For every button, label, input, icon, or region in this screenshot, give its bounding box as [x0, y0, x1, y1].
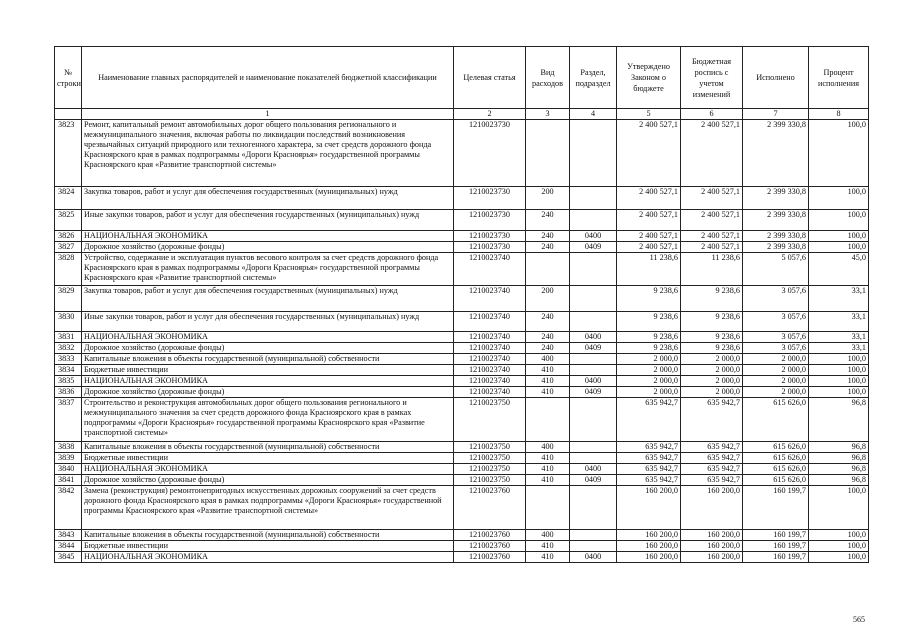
table-row: [55, 253, 869, 286]
table-row: [55, 354, 869, 365]
row-target-article: 1210023730: [454, 120, 526, 187]
row-number: 3831: [55, 332, 82, 343]
row-executed: 2 000,0: [743, 387, 809, 398]
row-percent: 100,0: [809, 541, 869, 552]
row-number: 3835: [55, 376, 82, 387]
row-approved: 160 200,0: [617, 541, 681, 552]
row-revised: 635 942,7: [681, 464, 743, 475]
row-percent: 100,0: [809, 486, 869, 530]
row-name: Капитальные вложения в объекты государственной (муниципальной) собственности: [82, 354, 454, 365]
row-executed: 615 626,0: [743, 453, 809, 464]
row-expense-type: 240: [526, 242, 570, 253]
row-executed: 615 626,0: [743, 475, 809, 486]
row-target-article: 1210023740: [454, 376, 526, 387]
row-expense-type: [526, 253, 570, 286]
row-section: 0400: [570, 376, 617, 387]
row-revised: 635 942,7: [681, 442, 743, 453]
row-expense-type: 410: [526, 464, 570, 475]
row-number: 3836: [55, 387, 82, 398]
row-target-article: 1210023730: [454, 242, 526, 253]
row-revised: 11 238,6: [681, 253, 743, 286]
row-expense-type: 410: [526, 475, 570, 486]
row-expense-type: 410: [526, 552, 570, 563]
row-expense-type: 200: [526, 187, 570, 210]
table-row: [55, 530, 869, 541]
row-number: 3824: [55, 187, 82, 210]
row-section: [570, 365, 617, 376]
row-section: 0400: [570, 552, 617, 563]
row-number: 3843: [55, 530, 82, 541]
table-row: [55, 312, 869, 332]
row-section: [570, 486, 617, 530]
row-number: 3829: [55, 286, 82, 312]
row-section: [570, 453, 617, 464]
row-name: Капитальные вложения в объекты государственной (муниципальной) собственности: [82, 530, 454, 541]
row-revised: 2 400 527,1: [681, 231, 743, 242]
row-name: Дорожное хозяйство (дорожные фонды): [82, 475, 454, 486]
row-name: Иные закупки товаров, работ и услуг для обеспечения государственных (муниципальных) нужд: [82, 210, 454, 231]
row-target-article: 1210023750: [454, 464, 526, 475]
row-expense-type: [526, 120, 570, 187]
row-section: [570, 120, 617, 187]
row-target-article: 1210023740: [454, 387, 526, 398]
row-percent: 96,8: [809, 475, 869, 486]
row-section: [570, 541, 617, 552]
row-expense-type: 410: [526, 365, 570, 376]
row-number: 3832: [55, 343, 82, 354]
row-number: 3830: [55, 312, 82, 332]
row-approved: 160 200,0: [617, 552, 681, 563]
row-executed: 2 399 330,8: [743, 242, 809, 253]
row-approved: 2 400 527,1: [617, 242, 681, 253]
row-name: Закупка товаров, работ и услуг для обеспечения государственных (муниципальных) нужд: [82, 286, 454, 312]
row-revised: 635 942,7: [681, 453, 743, 464]
row-expense-type: 410: [526, 387, 570, 398]
row-executed: 3 057,6: [743, 332, 809, 343]
row-revised: 160 200,0: [681, 530, 743, 541]
row-approved: 635 942,7: [617, 475, 681, 486]
row-percent: 96,8: [809, 442, 869, 453]
table-row: [55, 365, 869, 376]
row-section: 0400: [570, 231, 617, 242]
row-revised: 9 238,6: [681, 343, 743, 354]
row-name: НАЦИОНАЛЬНАЯ ЭКОНОМИКА: [82, 376, 454, 387]
row-number: 3828: [55, 253, 82, 286]
row-name: Дорожное хозяйство (дорожные фонды): [82, 387, 454, 398]
row-approved: 2 000,0: [617, 387, 681, 398]
table-row: [55, 453, 869, 464]
table-row: [55, 475, 869, 486]
column-number: 1: [82, 109, 454, 120]
row-percent: 100,0: [809, 365, 869, 376]
row-expense-type: 400: [526, 530, 570, 541]
row-percent: 100,0: [809, 187, 869, 210]
row-percent: 100,0: [809, 530, 869, 541]
row-percent: 33,1: [809, 312, 869, 332]
row-name: Бюджетные инвестиции: [82, 453, 454, 464]
row-section: 0409: [570, 242, 617, 253]
header-target-article: Целевая статья: [454, 47, 526, 109]
column-numbers-row: [55, 109, 869, 120]
row-revised: 160 200,0: [681, 541, 743, 552]
column-number: 7: [743, 109, 809, 120]
row-number: 3842: [55, 486, 82, 530]
row-approved: 635 942,7: [617, 464, 681, 475]
row-executed: 2 000,0: [743, 376, 809, 387]
table-row: [55, 398, 869, 442]
row-percent: 33,1: [809, 343, 869, 354]
page-number: 565: [853, 615, 865, 624]
row-approved: 160 200,0: [617, 486, 681, 530]
header-row: [55, 47, 869, 109]
row-number: 3845: [55, 552, 82, 563]
row-number: 3839: [55, 453, 82, 464]
table-row: [55, 286, 869, 312]
row-approved: 635 942,7: [617, 453, 681, 464]
row-section: 0409: [570, 475, 617, 486]
row-approved: 160 200,0: [617, 530, 681, 541]
row-revised: 635 942,7: [681, 398, 743, 442]
table-body: [55, 120, 869, 563]
row-percent: 100,0: [809, 376, 869, 387]
row-approved: 2 000,0: [617, 376, 681, 387]
row-revised: 2 000,0: [681, 376, 743, 387]
row-percent: 100,0: [809, 552, 869, 563]
row-target-article: 1210023750: [454, 398, 526, 442]
row-approved: 2 000,0: [617, 354, 681, 365]
row-section: [570, 210, 617, 231]
column-number: 8: [809, 109, 869, 120]
row-expense-type: [526, 398, 570, 442]
row-approved: 2 000,0: [617, 365, 681, 376]
row-executed: 615 626,0: [743, 464, 809, 475]
header-executed: Исполнено: [743, 47, 809, 109]
row-name: Устройство, содержание и эксплуатация пунктов весового контроля за счет средств дорожного фонда Красноярского края в рамках подпрограммы «Дороги Красноярья» государственной программы Красноярского края «Развитие транспортной системы»: [82, 253, 454, 286]
row-target-article: 1210023760: [454, 530, 526, 541]
row-executed: 2 399 330,8: [743, 210, 809, 231]
row-name: Ремонт, капитальный ремонт автомобильных дорог общего пользования регионального и межмуниципального значения, включая работы по ликвидации последствий возникновения чрезвычайных ситуаций природного или техногенного характера, за счет средств дорожного фонда Красноярского края в рамках подпрограммы «Дороги Красноярья» государственной программы Красноярского края «Развитие транспортной системы»: [82, 120, 454, 187]
row-expense-type: 240: [526, 332, 570, 343]
row-number: 3844: [55, 541, 82, 552]
row-section: [570, 398, 617, 442]
row-approved: 2 400 527,1: [617, 231, 681, 242]
row-percent: 33,1: [809, 286, 869, 312]
row-section: [570, 286, 617, 312]
row-revised: 160 200,0: [681, 486, 743, 530]
row-target-article: 1210023760: [454, 486, 526, 530]
row-number: 3838: [55, 442, 82, 453]
budget-table: [54, 46, 869, 563]
row-percent: 45,0: [809, 253, 869, 286]
row-section: [570, 253, 617, 286]
row-executed: 2 399 330,8: [743, 120, 809, 187]
row-percent: 100,0: [809, 120, 869, 187]
row-target-article: 1210023730: [454, 210, 526, 231]
row-executed: 160 199,7: [743, 541, 809, 552]
row-executed: 2 000,0: [743, 365, 809, 376]
row-expense-type: 400: [526, 442, 570, 453]
row-executed: 5 057,6: [743, 253, 809, 286]
row-executed: 2 399 330,8: [743, 231, 809, 242]
row-name: НАЦИОНАЛЬНАЯ ЭКОНОМИКА: [82, 464, 454, 475]
table-row: [55, 486, 869, 530]
row-name: НАЦИОНАЛЬНАЯ ЭКОНОМИКА: [82, 552, 454, 563]
table-row: [55, 376, 869, 387]
table-row: [55, 231, 869, 242]
row-expense-type: 240: [526, 210, 570, 231]
table-row: [55, 464, 869, 475]
header-revised: Бюджетная роспись с учетом изменений: [681, 47, 743, 109]
row-target-article: 1210023740: [454, 253, 526, 286]
row-section: 0400: [570, 464, 617, 475]
row-revised: 635 942,7: [681, 475, 743, 486]
row-revised: 9 238,6: [681, 332, 743, 343]
row-expense-type: [526, 486, 570, 530]
row-revised: 9 238,6: [681, 286, 743, 312]
row-percent: 100,0: [809, 210, 869, 231]
row-expense-type: 240: [526, 312, 570, 332]
row-expense-type: 410: [526, 541, 570, 552]
table-row: [55, 210, 869, 231]
header-row-number: № строки: [55, 47, 82, 109]
row-expense-type: 400: [526, 354, 570, 365]
column-number: 3: [526, 109, 570, 120]
row-section: [570, 187, 617, 210]
row-percent: 100,0: [809, 387, 869, 398]
header-expense-type: Вид расходов: [526, 47, 570, 109]
row-number: 3834: [55, 365, 82, 376]
row-approved: 2 400 527,1: [617, 187, 681, 210]
header-approved: Утверждено Законом о бюджете: [617, 47, 681, 109]
row-expense-type: 240: [526, 343, 570, 354]
row-name: НАЦИОНАЛЬНАЯ ЭКОНОМИКА: [82, 231, 454, 242]
row-revised: 2 000,0: [681, 387, 743, 398]
row-name: Дорожное хозяйство (дорожные фонды): [82, 343, 454, 354]
row-target-article: 1210023740: [454, 365, 526, 376]
row-executed: 2 000,0: [743, 354, 809, 365]
row-target-article: 1210023740: [454, 286, 526, 312]
column-number: 2: [454, 109, 526, 120]
row-executed: 160 199,7: [743, 486, 809, 530]
row-target-article: 1210023740: [454, 312, 526, 332]
row-percent: 96,8: [809, 464, 869, 475]
row-target-article: 1210023740: [454, 354, 526, 365]
row-section: [570, 442, 617, 453]
row-percent: 100,0: [809, 242, 869, 253]
row-expense-type: 410: [526, 376, 570, 387]
row-approved: 2 400 527,1: [617, 210, 681, 231]
row-section: [570, 312, 617, 332]
table-row: [55, 552, 869, 563]
row-target-article: 1210023740: [454, 332, 526, 343]
row-approved: 635 942,7: [617, 442, 681, 453]
row-number: 3841: [55, 475, 82, 486]
row-number: 3825: [55, 210, 82, 231]
column-number: 5: [617, 109, 681, 120]
row-section: 0409: [570, 387, 617, 398]
row-name: Бюджетные инвестиции: [82, 365, 454, 376]
row-approved: 9 238,6: [617, 312, 681, 332]
header-name: Наименование главных распорядителей и наименование показателей бюджетной классификации: [82, 47, 454, 109]
row-name: Строительство и реконструкция автомобильных дорог общего пользования регионального и межмуниципального значения за счет средств дорожного фонда Красноярского края в рамках подпрограммы «Дороги Красноярья» государственной программы Красноярского края «Развитие транспортной системы»: [82, 398, 454, 442]
row-target-article: 1210023750: [454, 475, 526, 486]
row-executed: 3 057,6: [743, 343, 809, 354]
column-number-blank: [55, 109, 82, 120]
row-revised: 2 400 527,1: [681, 242, 743, 253]
row-name: Бюджетные инвестиции: [82, 541, 454, 552]
row-name: Закупка товаров, работ и услуг для обеспечения государственных (муниципальных) нужд: [82, 187, 454, 210]
row-approved: 9 238,6: [617, 286, 681, 312]
row-number: 3827: [55, 242, 82, 253]
row-name: Дорожное хозяйство (дорожные фонды): [82, 242, 454, 253]
row-section: 0409: [570, 343, 617, 354]
row-target-article: 1210023730: [454, 187, 526, 210]
row-number: 3840: [55, 464, 82, 475]
row-approved: 9 238,6: [617, 332, 681, 343]
row-expense-type: 410: [526, 453, 570, 464]
row-percent: 96,8: [809, 398, 869, 442]
row-name: НАЦИОНАЛЬНАЯ ЭКОНОМИКА: [82, 332, 454, 343]
row-section: 0400: [570, 332, 617, 343]
row-approved: 11 238,6: [617, 253, 681, 286]
row-name: Замена (реконструкция) ремонтонепригодных искусственных дорожных сооружений за счет средств дорожного фонда Красноярского края в рамках подпрограммы «Дороги Красноярья» государственной программы Красноярского края «Развитие транспортной системы»: [82, 486, 454, 530]
column-number: 6: [681, 109, 743, 120]
column-number: 4: [570, 109, 617, 120]
row-executed: 3 057,6: [743, 286, 809, 312]
row-approved: 9 238,6: [617, 343, 681, 354]
row-approved: 2 400 527,1: [617, 120, 681, 187]
row-target-article: 1210023760: [454, 552, 526, 563]
row-percent: 100,0: [809, 354, 869, 365]
table-row: [55, 332, 869, 343]
row-target-article: 1210023740: [454, 343, 526, 354]
row-name: Иные закупки товаров, работ и услуг для обеспечения государственных (муниципальных) нужд: [82, 312, 454, 332]
row-target-article: 1210023730: [454, 231, 526, 242]
row-target-article: 1210023750: [454, 453, 526, 464]
row-executed: 3 057,6: [743, 312, 809, 332]
row-executed: 615 626,0: [743, 398, 809, 442]
row-revised: 160 200,0: [681, 552, 743, 563]
row-percent: 33,1: [809, 332, 869, 343]
row-revised: 2 000,0: [681, 354, 743, 365]
row-name: Капитальные вложения в объекты государственной (муниципальной) собственности: [82, 442, 454, 453]
row-number: 3823: [55, 120, 82, 187]
row-revised: 2 400 527,1: [681, 210, 743, 231]
table-row: [55, 242, 869, 253]
row-executed: 615 626,0: [743, 442, 809, 453]
table-row: [55, 343, 869, 354]
row-number: 3826: [55, 231, 82, 242]
row-section: [570, 354, 617, 365]
row-target-article: 1210023760: [454, 541, 526, 552]
row-executed: 2 399 330,8: [743, 187, 809, 210]
header-section: Раздел, подраздел: [570, 47, 617, 109]
table-row: [55, 120, 869, 187]
row-target-article: 1210023750: [454, 442, 526, 453]
table-row: [55, 541, 869, 552]
row-expense-type: 240: [526, 231, 570, 242]
row-executed: 160 199,7: [743, 530, 809, 541]
table-row: [55, 442, 869, 453]
header-percent: Процент исполнения: [809, 47, 869, 109]
row-revised: 2 400 527,1: [681, 120, 743, 187]
row-percent: 100,0: [809, 231, 869, 242]
row-section: [570, 530, 617, 541]
row-revised: 2 400 527,1: [681, 187, 743, 210]
table-row: [55, 387, 869, 398]
table-row: [55, 187, 869, 210]
row-expense-type: 200: [526, 286, 570, 312]
row-percent: 96,8: [809, 453, 869, 464]
row-revised: 9 238,6: [681, 312, 743, 332]
row-revised: 2 000,0: [681, 365, 743, 376]
row-number: 3833: [55, 354, 82, 365]
row-approved: 635 942,7: [617, 398, 681, 442]
row-executed: 160 199,7: [743, 552, 809, 563]
row-number: 3837: [55, 398, 82, 442]
